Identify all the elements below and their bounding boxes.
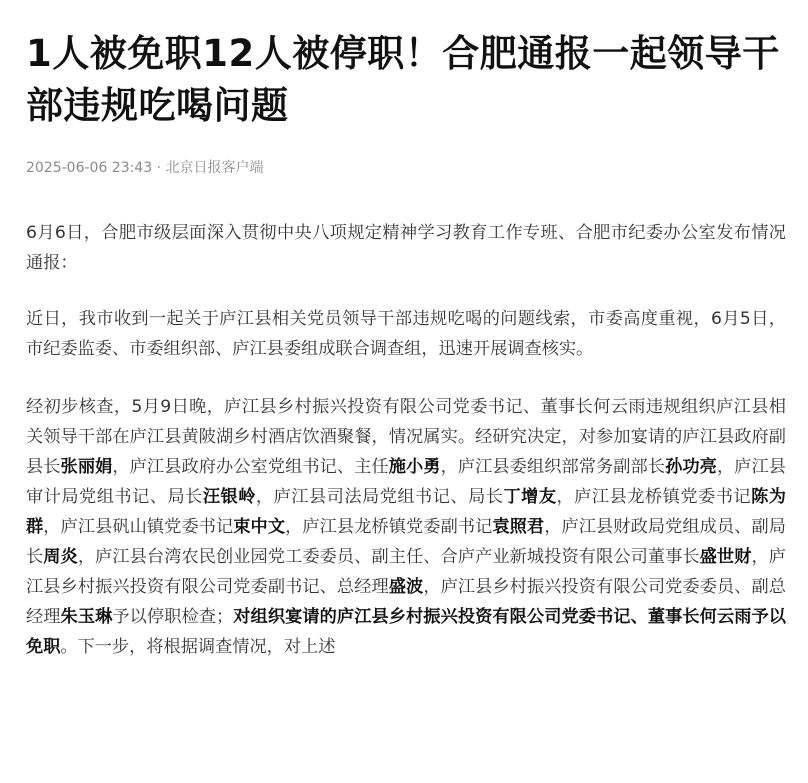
paragraph-3-text: ，庐江县矾山镇党委书记 xyxy=(43,517,234,537)
paragraph-3-text: ，庐江县财政局党组成员、副局长 xyxy=(26,517,786,567)
official-name: 周炎 xyxy=(43,547,78,567)
paragraph-1: 6月6日，合肥市级层面深入贯彻中央八项规定精神学习教育工作专班、合肥市纪委办公室发布情况通报： xyxy=(26,223,786,273)
official-name: 陈为群 xyxy=(26,487,786,537)
official-name: 袁照君 xyxy=(492,517,545,537)
official-name: 孙功亮 xyxy=(665,457,717,477)
article xyxy=(26,0,786,662)
official-name: 朱玉琳 xyxy=(60,607,113,627)
official-name: 汪银岭 xyxy=(202,487,256,507)
official-name: 盛世财 xyxy=(699,547,752,567)
paragraph-3-text: ，庐江县乡村振兴投资有限公司党委副书记、总经理 xyxy=(26,547,786,597)
dismissal-statement: 对组织宴请的庐江县乡村振兴投资有限公司党委书记、董事长何云雨予以免职 xyxy=(26,607,786,657)
paragraph-3-text: 经初步核查，5月9日晚，庐江县乡村振兴投资有限公司党委书记、董事长何云雨违规组织庐江县相关领导干部在庐江县黄陂湖乡村酒店饮酒聚餐，情况属实。经研究决定，对参加宴请的庐江县政府副县长 xyxy=(26,397,786,477)
official-name: 张丽娟 xyxy=(60,457,113,477)
paragraph-3-text: ，庐江县台湾农民创业园党工委委员、副主任、合庐产业新城投资有限公司董事长 xyxy=(77,547,700,567)
paragraph-2: 近日，我市收到一起关于庐江县相关党员领导干部违规吃喝的问题线索，市委高度重视，6月5日，市纪委监委、市委组织部、庐江县委组成联合调查组，迅速开展调查核实。 xyxy=(26,309,786,359)
paragraph-3-text: ，庐江县审计局党组书记、局长 xyxy=(26,457,786,507)
official-name: 丁增友 xyxy=(503,487,557,507)
paragraph-3-text: ，庐江县龙桥镇党委书记 xyxy=(556,487,752,507)
article-meta: 2025-06-06 23:43 · 北京日报客户端 xyxy=(26,160,264,176)
paragraph-3 xyxy=(26,392,786,662)
paragraph-3-text: ，庐江县乡村振兴投资有限公司党委委员、副总经理 xyxy=(26,577,786,627)
official-name: 盛波 xyxy=(388,577,424,597)
paragraph-3-text: ，庐江县司法局党组书记、局长 xyxy=(255,487,504,507)
paragraph-3-text: ，庐江县政府办公室党组书记、主任 xyxy=(112,457,389,477)
paragraph-3-text: 予以停职检查； xyxy=(112,607,234,627)
paragraph-3-text: 。下一步，将根据调查情况，对上述 xyxy=(60,637,336,657)
official-name: 施小勇 xyxy=(388,457,441,477)
paragraph-3-text: ，庐江县委组织部常务副部长 xyxy=(440,457,666,477)
official-name: 束中文 xyxy=(233,517,286,537)
paragraph-3-text: ，庐江县龙桥镇党委副书记 xyxy=(285,517,493,537)
article-title: 1人被免职12人被停职！合肥通报一起领导干部违规吃喝问题 xyxy=(26,32,780,127)
